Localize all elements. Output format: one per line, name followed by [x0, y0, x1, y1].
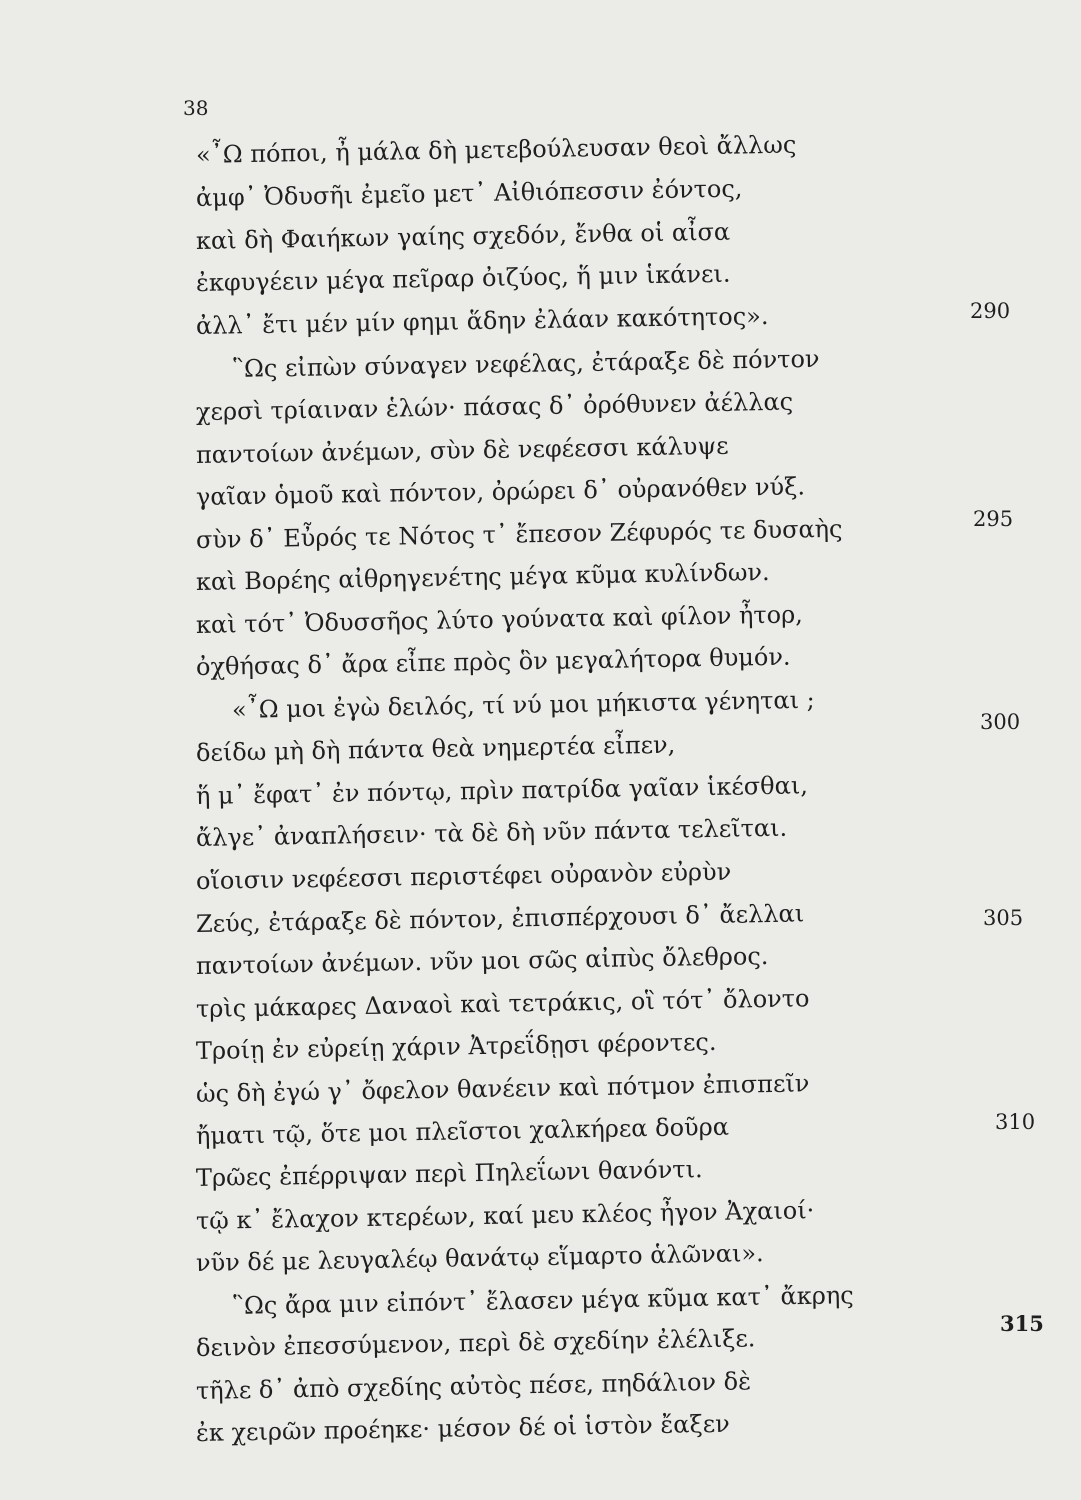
verse-line: ὡς δὴ ἐγώ γ᾽ ὄφελον θανέειν καὶ πότμον ἐπισπεῖν [195, 1069, 810, 1108]
verse-line: ῝Ως ἄρα μιν εἰπόντ᾽ ἔλασεν μέγα κῦμα κατ᾽ ἄκρης [231, 1281, 854, 1320]
page-number: 38 [183, 96, 209, 120]
verse-line: «῏Ω πόποι, ἦ μάλα δὴ μετεβούλευσαν θεοὶ ἄλλως [195, 130, 797, 169]
verse-line: δείδω μὴ δὴ πάντα θεὰ νημερτέα εἶπεν, [195, 730, 676, 767]
verse-line: καὶ Βορέης αἰθρηγενέτης μέγα κῦμα κυλίνδων. [195, 557, 770, 596]
verse-line: καὶ δὴ Φαιήκων γαίης σχεδόν, ἔνθα οἱ αἶσα [195, 217, 731, 255]
verse-line: οἵοισιν νεφέεσσι περιστέφει οὐρανὸν εὐρὺν [195, 857, 732, 895]
line-number: 310 [995, 1110, 1036, 1134]
verse-line: Τροίῃ ἐν εὐρείῃ χάριν Ἀτρεΐδῃσι φέροντες. [195, 1027, 717, 1065]
line-number: 315 [1000, 1311, 1044, 1336]
line-number: 295 [973, 507, 1014, 531]
line-number: 305 [983, 906, 1024, 930]
verse-line: ἐκφυγέειν μέγα πεῖραρ ὀιζύος, ἥ μιν ἱκάνει. [195, 259, 731, 297]
verse-line: Ζεύς, ἐτάραξε δὲ πόντον, ἐπισπέρχουσι δ᾽ ἄελλαι [195, 899, 805, 938]
verse-line: τρὶς μάκαρες Δαναοὶ καὶ τετράκις, οἳ τότ᾽ ὄλοντο [195, 984, 810, 1023]
verse-line: ῝Ως εἰπὼν σύναγεν νεφέλας, ἐτάραξε δὲ πόντον [231, 344, 820, 383]
line-number: 300 [980, 710, 1021, 734]
verse-line: χερσὶ τρίαιναν ἑλών· πάσας δ᾽ ὀρόθυνεν ἀέλλας [195, 387, 794, 426]
verse-line: σὺν δ᾽ Εὖρός τε Νότος τ᾽ ἔπεσον Ζέφυρός τε δυσαὴς [195, 514, 843, 554]
verse-line: τῆλε δ᾽ ἀπὸ σχεδίης αὐτὸς πέσε, πηδάλιον δὲ [195, 1367, 752, 1405]
verse-line: τῷ κ᾽ ἔλαχον κτερέων, καί μευ κλέος ἦγον Ἀχαιοί· [195, 1196, 815, 1235]
verse-line: καὶ τότ᾽ Ὀδυσσῆος λύτο γούνατα καὶ φίλον ἦτορ, [195, 600, 804, 639]
verse-line: Τρῶες ἐπέρριψαν περὶ Πηλεΐωνι θανόντι. [195, 1155, 703, 1192]
verse-line: ἀμφ᾽ Ὀδυσῆι ἐμεῖο μετ᾽ Αἰθιόπεσσιν ἐόντος, [195, 174, 743, 212]
verse-line: δεινὸν ἐπεσσύμενον, περὶ δὲ σχεδίην ἐλέλιξε. [195, 1324, 756, 1362]
verse-line: ἄλγε᾽ ἀναπλήσειν· τὰ δὲ δὴ νῦν πάντα τελεῖται. [195, 813, 788, 852]
verse-line: ἤματι τῷ, ὅτε μοι πλεῖστοι χαλκήρεα δοῦρα [195, 1112, 730, 1150]
verse-line: νῦν δέ με λευγαλέῳ θανάτῳ εἵμαρτο ἁλῶναι». [195, 1239, 764, 1277]
line-number: 290 [970, 299, 1011, 323]
verse-line: παντοίων ἀνέμων. νῦν μοι σῶς αἰπὺς ὄλεθρος. [195, 942, 769, 980]
verse-line: ἐκ χειρῶν προέηκε· μέσον δέ οἱ ἱστὸν ἔαξεν [195, 1409, 730, 1447]
verse-line: ὀχθήσας δ᾽ ἄρα εἶπε πρὸς ὃν μεγαλήτορα θυμόν. [195, 642, 791, 681]
verse-line: ἥ μ᾽ ἔφατ᾽ ἐν πόντῳ, πρὶν πατρίδα γαῖαν ἱκέσθαι, [195, 771, 809, 810]
verse-line: γαῖαν ὁμοῦ καὶ πόντον, ὀρώρει δ᾽ οὐρανόθεν νύξ. [195, 472, 806, 511]
verse-line: παντοίων ἀνέμων, σὺν δὲ νεφέεσσι κάλυψε [195, 431, 729, 469]
verse-line: «῏Ω μοι ἐγὼ δειλός, τί νύ μοι μήκιστα γένηται ; [231, 685, 815, 724]
verse-line: ἀλλ᾽ ἔτι μέν μίν φημι ἅδην ἐλάαν κακότητος». [195, 302, 769, 340]
